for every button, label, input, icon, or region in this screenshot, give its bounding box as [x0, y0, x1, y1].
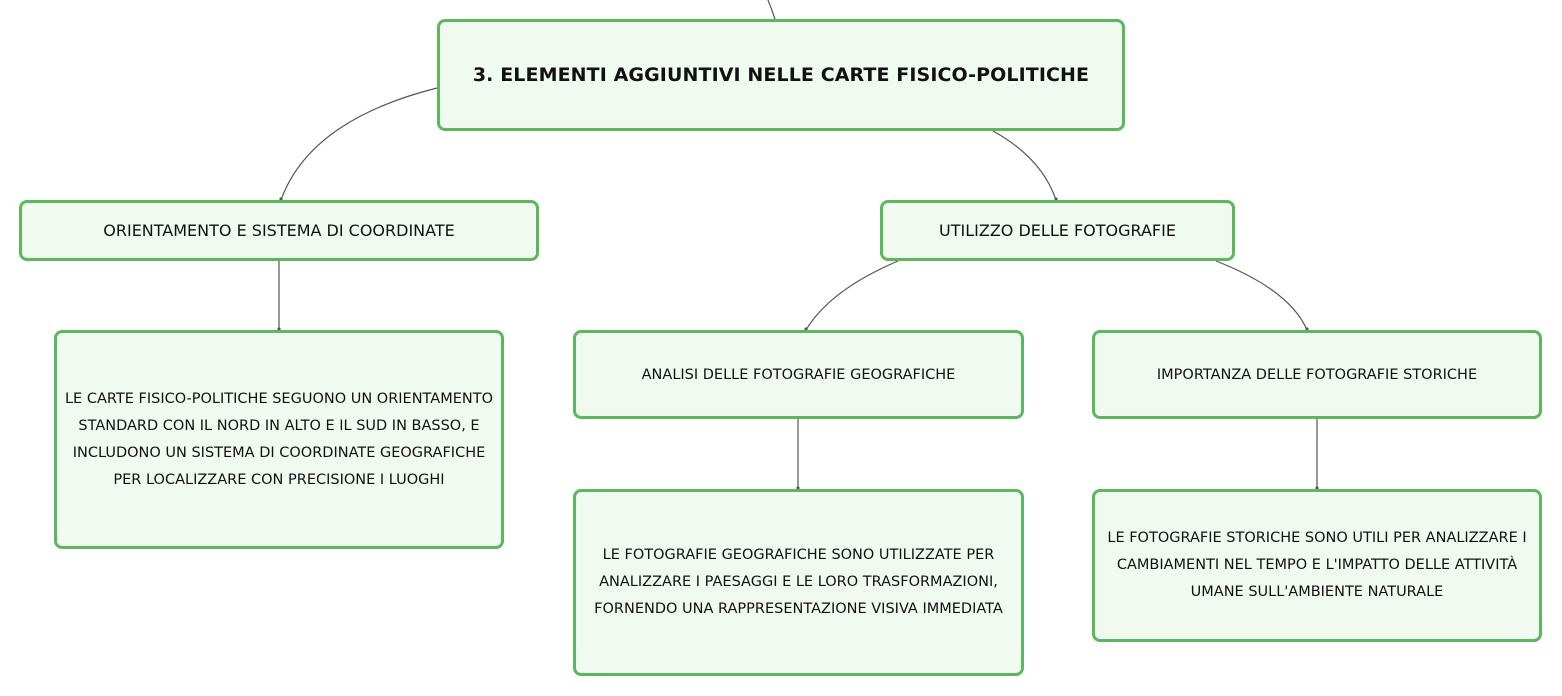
topic-orientamento-node[interactable]: [19, 200, 539, 261]
detail-importanza-text: LE FOTOGRAFIE STORICHE SONO UTILI PER ANALIZZARE I CAMBIAMENTI NEL TEMPO E L'IMPATTO DELLE ATTIVITÀ UMANE SULL'AMBIENTE NATURALE: [1107, 530, 1527, 600]
subtopic-analisi-node[interactable]: [573, 330, 1024, 419]
connector-fotografie-to-analisi: [806, 261, 898, 330]
subtopic-importanza-label: IMPORTANZA DELLE FOTOGRAFIE STORICHE: [1156, 366, 1478, 383]
connector-parent-to-root: [768, 0, 775, 19]
connector-fotografie-to-importanza: [1216, 261, 1307, 330]
topic-fotografie-label: UTILIZZO DELLE FOTOGRAFIE: [939, 221, 1176, 240]
topic-fotografie-node[interactable]: [880, 200, 1235, 261]
subtopic-importanza-node[interactable]: [1092, 330, 1542, 419]
connector-root-to-orientamento: [281, 88, 437, 200]
detail-orientamento-text: LE CARTE FISICO-POLITICHE SEGUONO UN ORIENTAMENTO STANDARD CON IL NORD IN ALTO E IL SUD IN BASSO, E INCLUDONO UN SISTEMA DI COORDINATE GEOGRAFICHE PER LOCALIZZARE CON PRECISIONE I LUOGHI: [64, 390, 494, 488]
detail-analisi-text: LE FOTOGRAFIE GEOGRAFICHE SONO UTILIZZATE PER ANALIZZARE I PAESAGGI E LE LORO TRASFORMAZIONI, FORNENDO UNA RAPPRESENTAZIONE VISIVA IMMEDIATA: [594, 547, 1003, 617]
root-topic-title: 3. ELEMENTI AGGIUNTIVI NELLE CARTE FISICO-POLITICHE: [472, 64, 1090, 86]
connector-root-to-fotografie: [993, 131, 1056, 200]
detail-orientamento-node[interactable]: [54, 330, 504, 549]
detail-importanza-node[interactable]: [1092, 489, 1542, 642]
topic-orientamento-label: ORIENTAMENTO E SISTEMA DI COORDINATE: [103, 221, 455, 240]
detail-analisi-node[interactable]: [573, 489, 1024, 676]
root-topic-node[interactable]: [437, 19, 1125, 131]
subtopic-analisi-label: ANALISI DELLE FOTOGRAFIE GEOGRAFICHE: [641, 366, 956, 383]
